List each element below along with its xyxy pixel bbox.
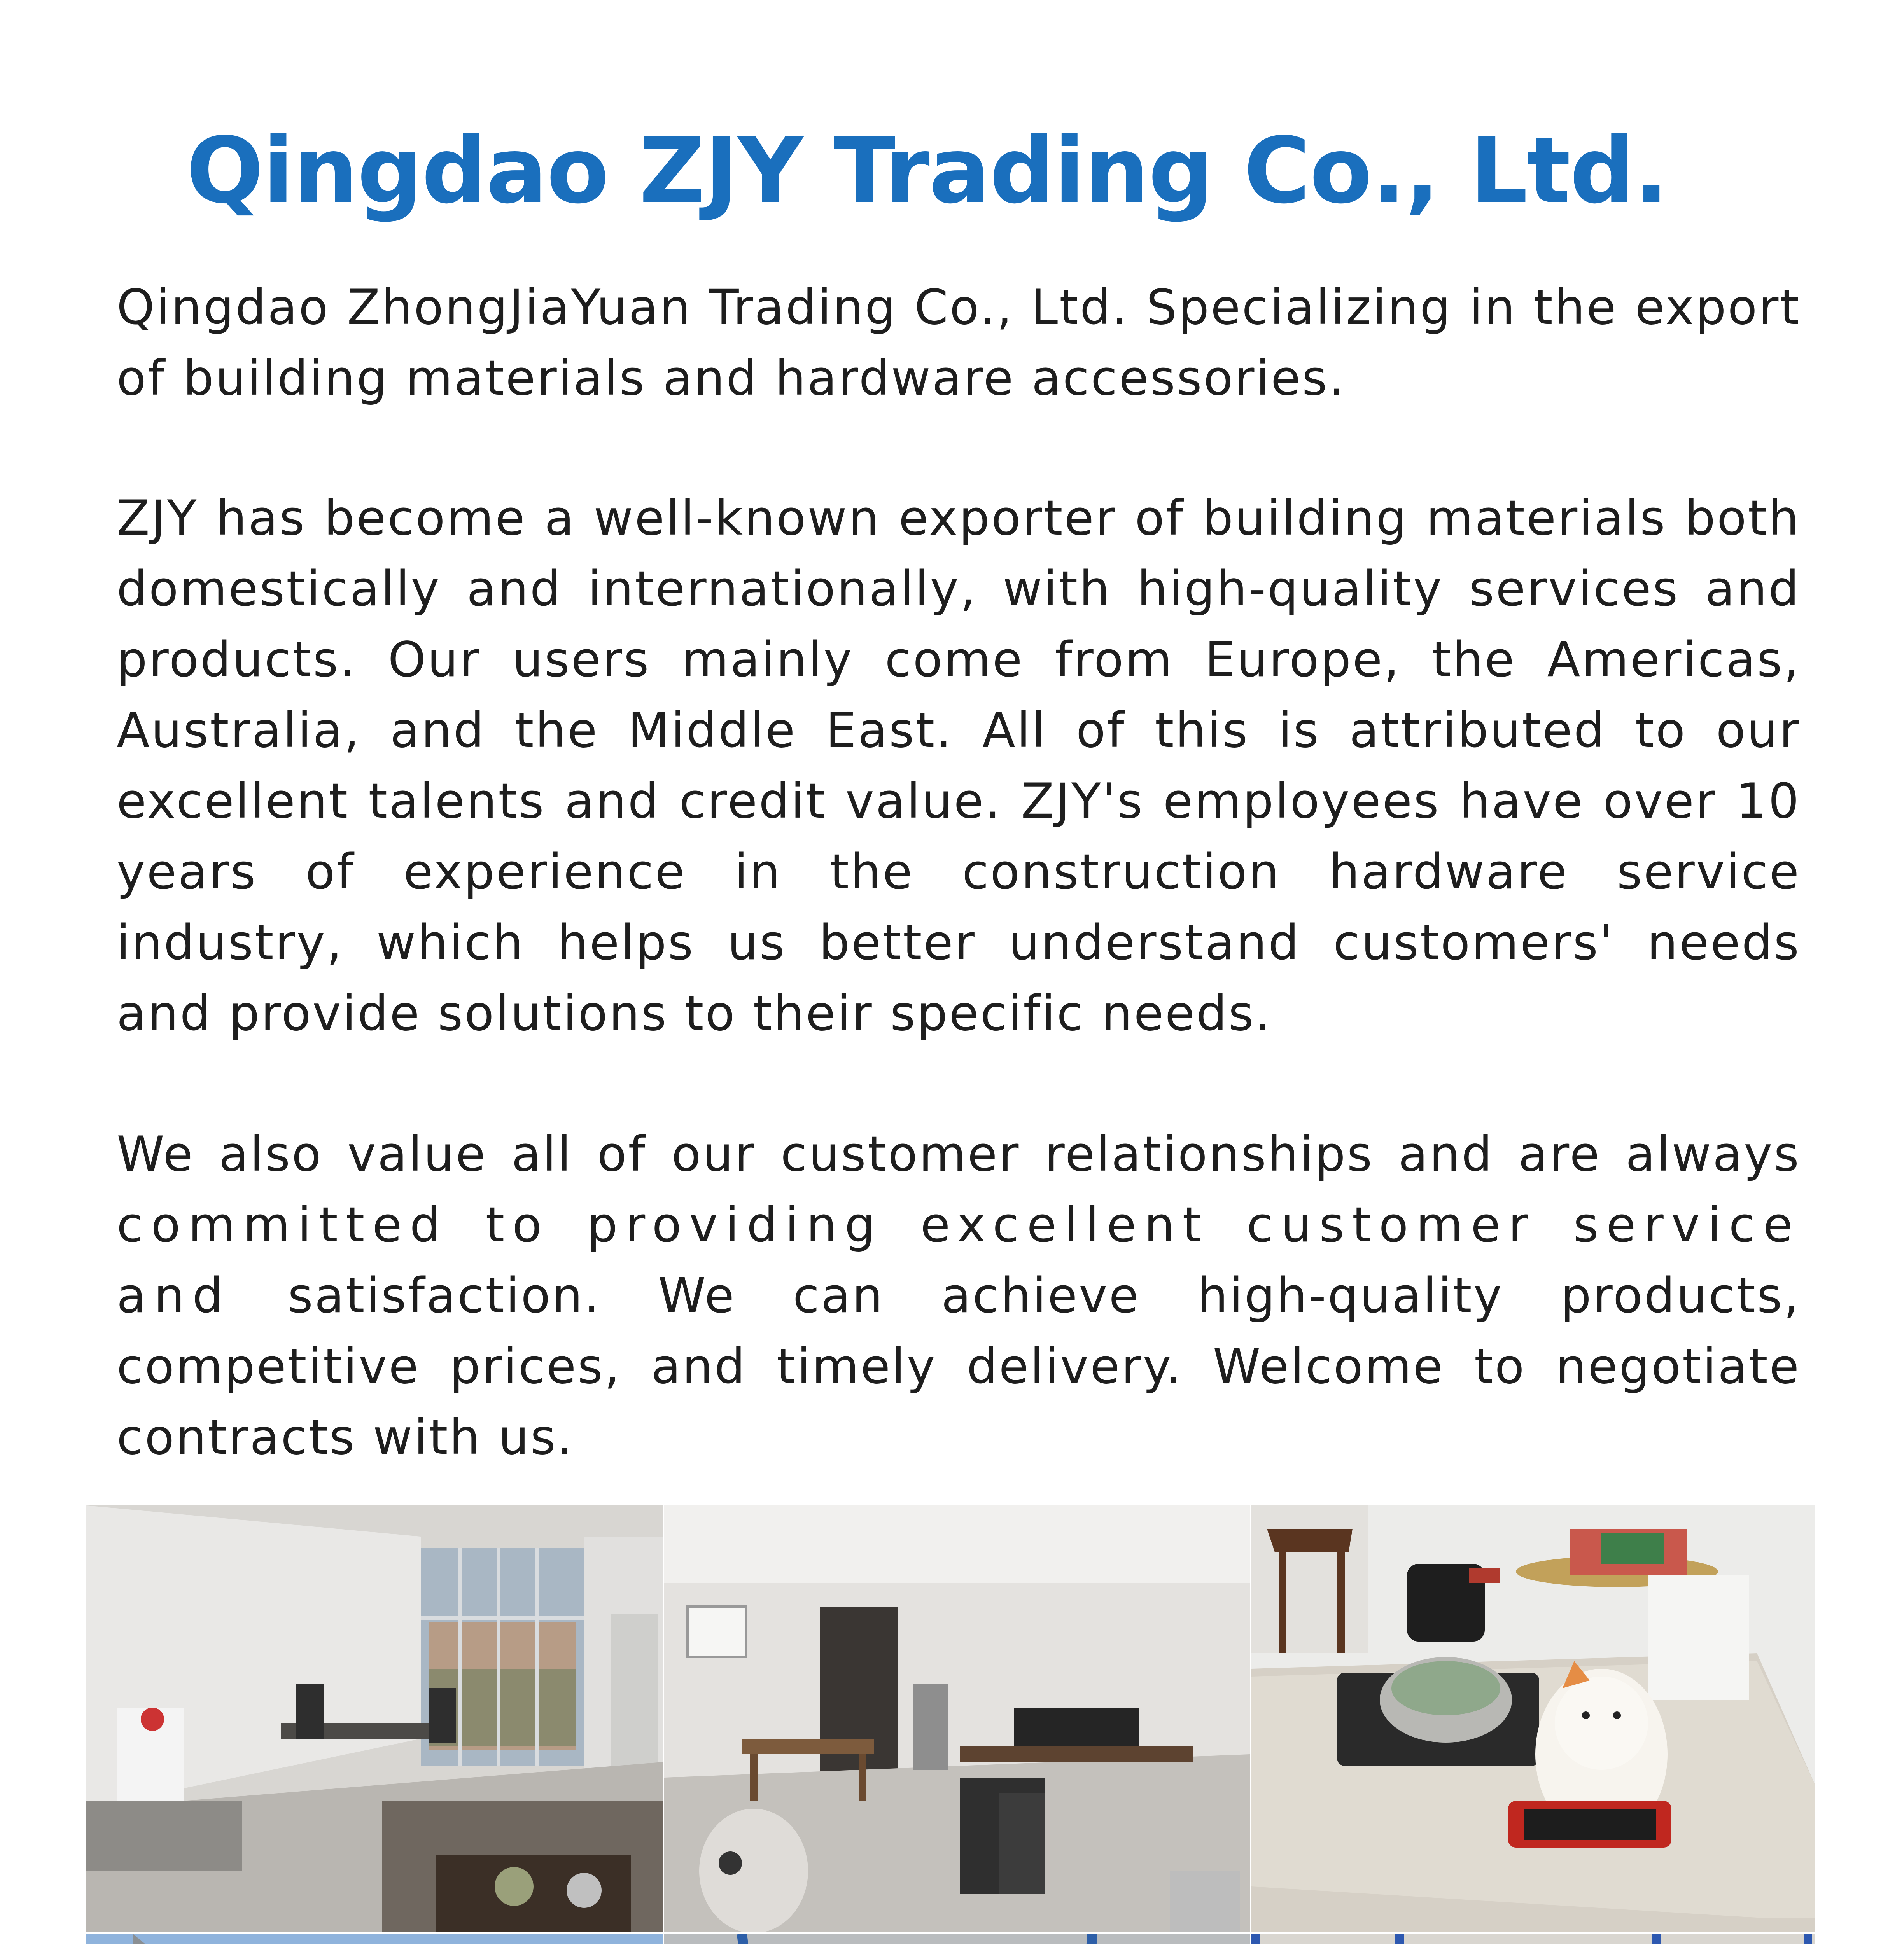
tea-table-photo: [1251, 1505, 1815, 1932]
page-title: Qingdao ZJY Trading Co., Ltd.: [186, 118, 1668, 224]
office-photo-2: [664, 1505, 1250, 1932]
intro-paragraph-2: ZJY has become a well-known exporter of building materials both domestically and internationally, with high-quality services and products. Our users mainly come from Europe, the Americas, Australia, and the Middle East. All of this is attributed to our excellent talents and credit value. ZJY's employees have over 10 years of experience in the construction hardware service industry, which helps us better understand customers' needs and provide solutions to their specific needs.: [117, 490, 1801, 1042]
paragraph-3-line-2: committed to providing excellent customer service and: [117, 1197, 1801, 1324]
paragraph-3-rest: satisfaction. We can achieve high-quality products, competitive prices, and timely delivery. Welcome to negotiate contracts with us.: [117, 1268, 1801, 1465]
paragraph-3-line-1: We also value all of our customer relationships and are always: [117, 1126, 1801, 1182]
photo-gallery: [86, 1505, 1815, 1944]
factory-hall-photo: [664, 1934, 1250, 1944]
warehouse-yard-photo: [86, 1934, 663, 1944]
office-photo-1: [86, 1505, 663, 1932]
warehouse-racks-photo: [1251, 1934, 1815, 1944]
intro-paragraph-1: Qingdao ZhongJiaYuan Trading Co., Ltd. Specializing in the export of building materials and hardware accessories.: [117, 280, 1801, 406]
intro-paragraph-3: [117, 1119, 1801, 1473]
